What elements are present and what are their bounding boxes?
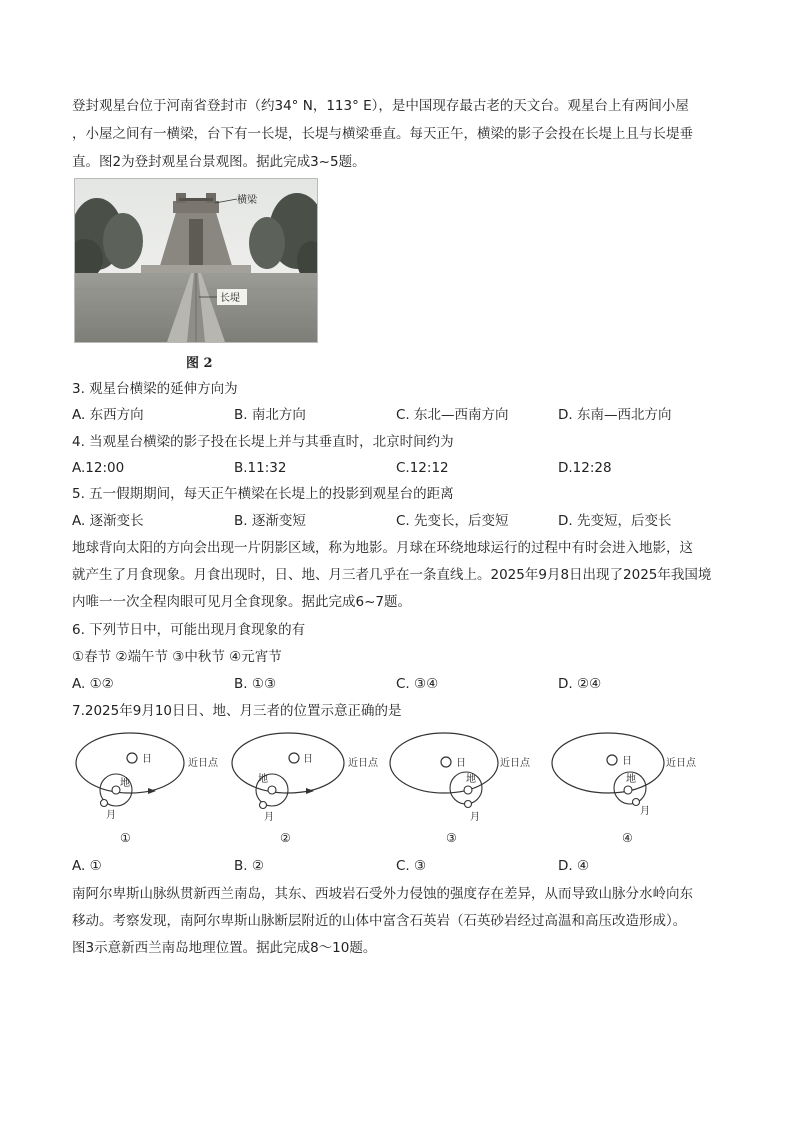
q7-option-d[interactable]: D. ④ [558,858,590,874]
q3-option-c[interactable]: C. 东北—西南方向 [396,407,509,423]
earth-icon [112,786,120,794]
orbit-diagram-1 [72,728,232,848]
moon-icon [260,802,267,809]
earth-icon [464,786,472,794]
q7-option-b[interactable]: B. ② [234,858,264,874]
intro1-line-1: 登封观星台位于河南省登封市（约34° N，113° E），是中国现存最古老的天文台。观星台上有两间小屋 [72,98,689,114]
earth-label: 地 [466,774,476,785]
earth-label: 地 [626,774,636,785]
diagram-number-2: ② [280,831,291,845]
moon-icon [101,800,108,807]
intro3-line-2: 移动。考察发现，南阿尔卑斯山脉断层附近的山体中富含石英岩（石英砂岩经过高温和高压改造形成）。 [72,913,687,929]
q3-option-b[interactable]: B. 南北方向 [234,407,306,423]
intro3-line-1: 南阿尔卑斯山脉纵贯新西兰南岛，其东、西坡岩石受外力侵蚀的强度存在差异，从而导致山脉分水岭向东 [72,886,693,902]
intro2-line-3: 内唯一一次全程肉眼可见月全食现象。据此完成6~7题。 [72,594,411,610]
sun-icon [127,753,137,763]
moon-label: 月 [640,806,650,817]
intro1-line-2: ，小屋之间有一横梁，台下有一长堤，长堤与横梁垂直。每天正午，横梁的影子会投在长堤上且与长堤垂 [72,126,693,142]
earth-label: 地 [258,774,268,785]
moon-label: 月 [264,812,274,823]
q7-option-c[interactable]: C. ③ [396,858,427,874]
earth-icon [268,786,276,794]
intro3-line-3: 图3示意新西兰南岛地理位置。据此完成8～10题。 [72,940,377,956]
intro2-line-1: 地球背向太阳的方向会出现一片阴影区域，称为地影。月球在环绕地球运行的过程中有时会进入地影，这 [72,540,693,556]
diagram-number-4: ④ [622,831,633,845]
observatory-photo [74,178,318,343]
earth-label: 地 [120,778,130,789]
sun-icon [289,753,299,763]
q3-stem: 3. 观星台横梁的延伸方向为 [72,381,238,397]
orbit-arrow-icon [148,788,156,794]
moon-label: 月 [470,812,480,823]
diagram-number-3: ③ [446,831,457,845]
orbit-arrow-icon [306,788,314,794]
q4-option-c[interactable]: C.12:12 [396,460,449,476]
intro1-line-3: 直。图2为登封观星台景观图。据此完成3~5题。 [72,154,366,170]
q4-option-d[interactable]: D.12:28 [558,460,612,476]
moon-icon [633,799,640,806]
intro2-line-2: 就产生了月食现象。月食出现时，日、地、月三者几乎在一条直线上。2025年9月8日出现了2025年我国境 [72,567,712,583]
sun-icon [607,755,617,765]
sun-label: 日 [622,756,632,767]
q5-option-d[interactable]: D. 先变短，后变长 [558,513,672,529]
q6-option-b[interactable]: B. ①③ [234,676,277,692]
q6-option-d[interactable]: D. ②④ [558,676,602,692]
moon-label: 月 [106,810,116,821]
diagram-number-1: ① [120,831,131,845]
q4-stem: 4. 当观星台横梁的影子投在长堤上并与其垂直时，北京时间约为 [72,434,454,450]
q6-option-c[interactable]: C. ③④ [396,676,439,692]
perihelion-label: 近日点 [666,758,696,769]
perihelion-label: 近日点 [500,758,530,769]
figure2-caption: 图 2 [186,356,213,371]
moon-icon [465,801,472,808]
q4-option-a[interactable]: A.12:00 [72,460,125,476]
q5-option-a[interactable]: A. 逐渐变长 [72,513,144,529]
sun-label: 日 [456,758,466,769]
sun-icon [441,757,451,767]
perihelion-label: 近日点 [348,758,378,769]
sun-label: 日 [303,754,313,765]
label-beam: 横梁 [237,195,257,206]
orbit-diagram-4 [550,728,710,848]
sun-label: 日 [142,754,152,765]
q3-option-d[interactable]: D. 东南—西北方向 [558,407,672,423]
orbit-diagram-3 [388,728,548,848]
q5-option-b[interactable]: B. 逐渐变短 [234,513,306,529]
q6-choices: ①春节 ②端午节 ③中秋节 ④元宵节 [72,649,282,665]
q6-option-a[interactable]: A. ①② [72,676,114,692]
q3-option-a[interactable]: A. 东西方向 [72,407,144,423]
label-dike: 长堤 [220,293,240,304]
q7-option-a[interactable]: A. ① [72,858,102,874]
q5-option-c[interactable]: C. 先变长，后变短 [396,513,509,529]
perihelion-label: 近日点 [188,758,218,769]
earth-icon [624,786,632,794]
q7-stem: 7.2025年9月10日日、地、月三者的位置示意正确的是 [72,703,402,719]
earth-orbit [232,733,344,793]
q4-option-b[interactable]: B.11:32 [234,460,287,476]
q5-stem: 5. 五一假期期间，每天正午横梁在长堤上的投影到观星台的距离 [72,486,454,502]
q6-stem: 6. 下列节日中，可能出现月食现象的有 [72,622,306,638]
orbit-diagram-2 [230,728,390,848]
